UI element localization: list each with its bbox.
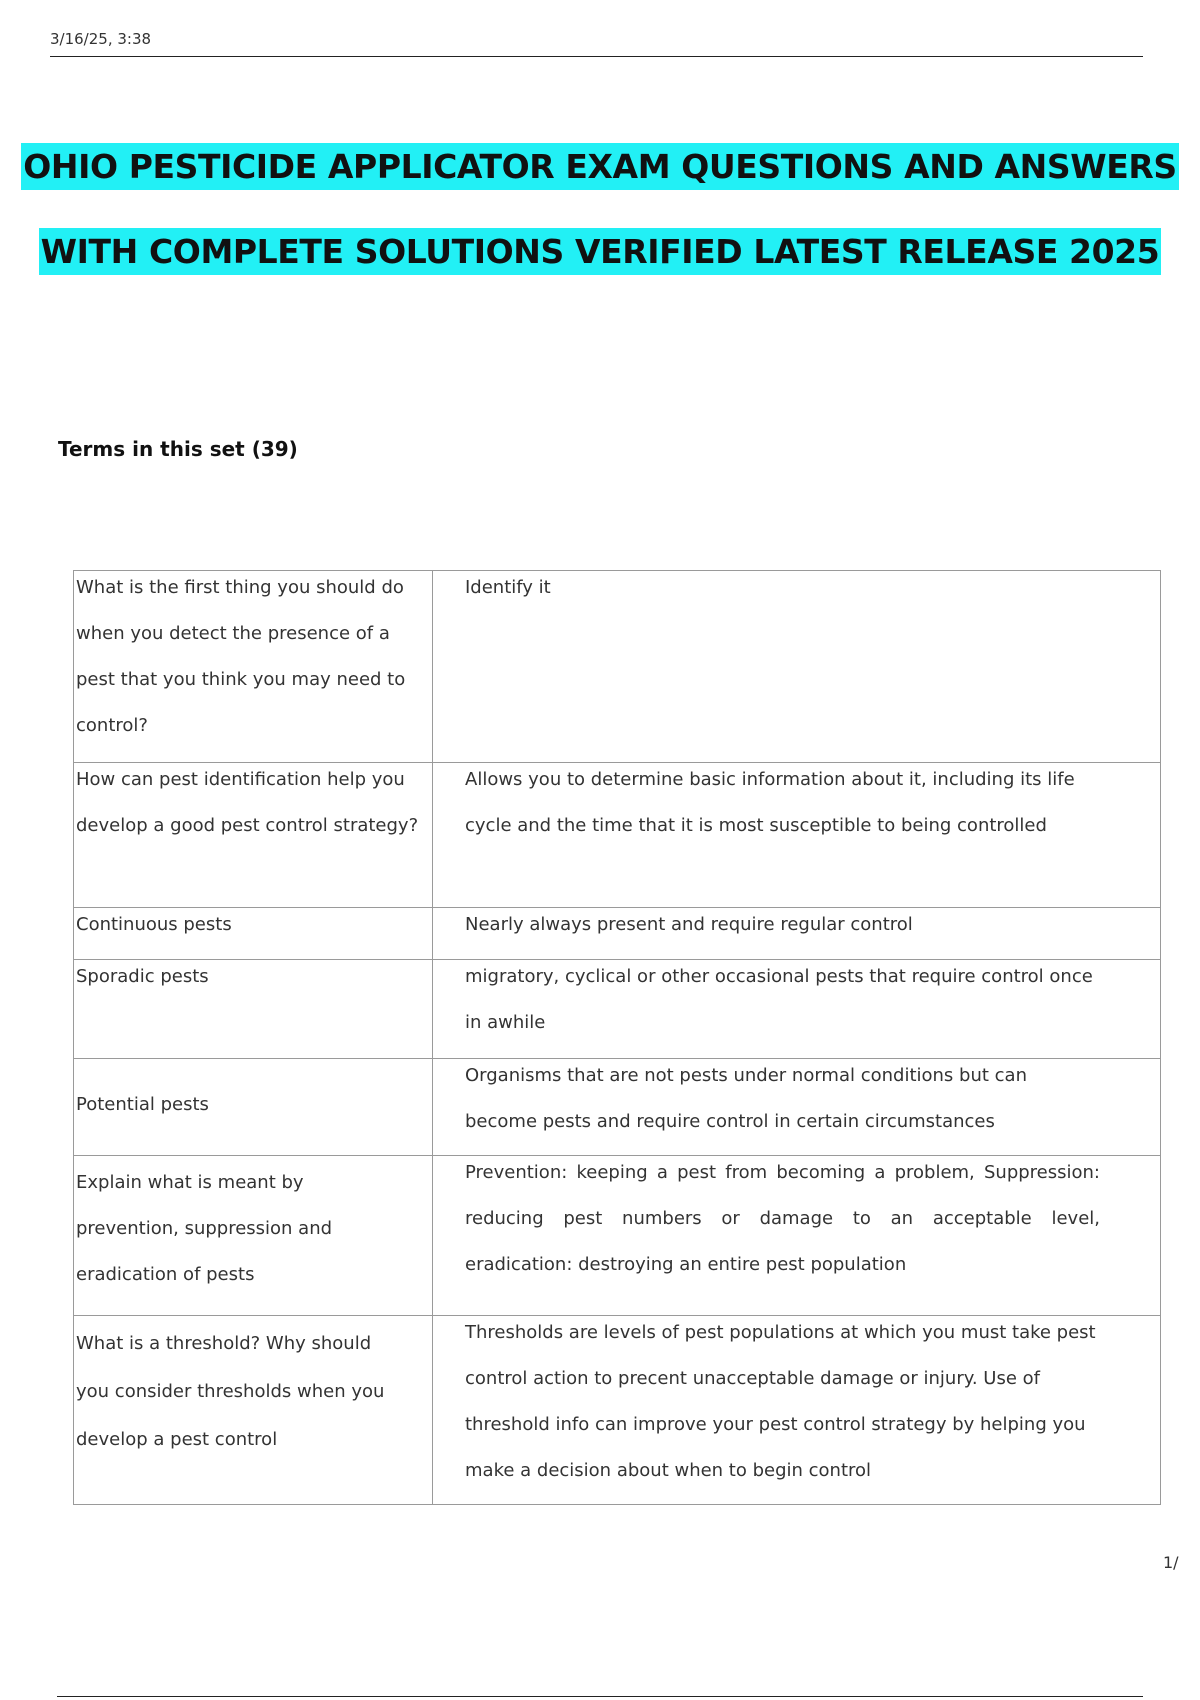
table-row [74,908,1161,960]
header-divider [50,56,1143,57]
definition-text: Thresholds are levels of pest populations at which you must take pest control action to precent unacceptable damage or injury. Use of threshold info can improve your pest control strategy by helping you make a decision about when to begin control [465,1322,1096,1481]
table-row [74,571,1161,763]
table-row [74,1059,1161,1156]
definition-text: Organisms that are not pests under normal conditions but can become pests and require control in certain circumstances [465,1065,1027,1132]
document-title-line-2 [0,232,1200,271]
title-highlight-2: WITH COMPLETE SOLUTIONS VERIFIED LATEST RELEASE 2025 [39,228,1162,275]
term-cell [74,1316,433,1505]
table-row [74,763,1161,908]
term-text: Explain what is meant by prevention, suppression and eradication of pests [76,1172,333,1285]
term-cell [74,908,433,960]
definition-text: Prevention: keeping a pest from becoming a problem, Suppression: reducing pest numbers or damage to an acceptable level, eradication: destroying an entire pest population [465,1162,1100,1275]
definition-cell [433,1316,1161,1505]
definition-cell [433,908,1161,960]
definition-text: Allows you to determine basic information about it, including its life cycle and the time that it is most susceptible to being controlled [465,769,1075,836]
table-row [74,1316,1161,1505]
title-highlight-1: OHIO PESTICIDE APPLICATOR EXAM QUESTIONS AND ANSWERS [21,143,1179,190]
document-title-line-1 [0,147,1200,186]
definition-cell [433,571,1161,763]
table-row [74,960,1161,1059]
terms-table [73,570,1161,1505]
page-number: 1/ [1163,1553,1179,1572]
term-text: Continuous pests [76,914,232,935]
term-cell [74,960,433,1059]
definition-cell [433,1059,1161,1156]
term-text: Sporadic pests [76,966,209,987]
table-row [74,1156,1161,1316]
term-cell [74,1156,433,1316]
definition-cell [433,960,1161,1059]
term-text: What is the first thing you should do when you detect the presence of a pest that you think you may need to control? [76,577,406,736]
definition-cell [433,1156,1161,1316]
term-text: What is a threshold? Why should you consider thresholds when you develop a pest control [76,1333,385,1450]
terms-heading: Terms in this set (39) [58,437,298,461]
definition-text: Identify it [465,577,551,598]
footer-divider [57,1696,1143,1697]
definition-cell [433,763,1161,908]
print-date: 3/16/25, 3:38 [50,30,152,48]
term-cell [74,763,433,908]
definition-text: Nearly always present and require regular control [465,914,913,935]
definition-text: migratory, cyclical or other occasional pests that require control once in awhile [465,966,1093,1033]
term-cell [74,571,433,763]
term-cell [74,1059,433,1156]
term-text: How can pest identification help you develop a good pest control strategy? [76,769,419,836]
term-text: Potential pests [76,1094,209,1115]
